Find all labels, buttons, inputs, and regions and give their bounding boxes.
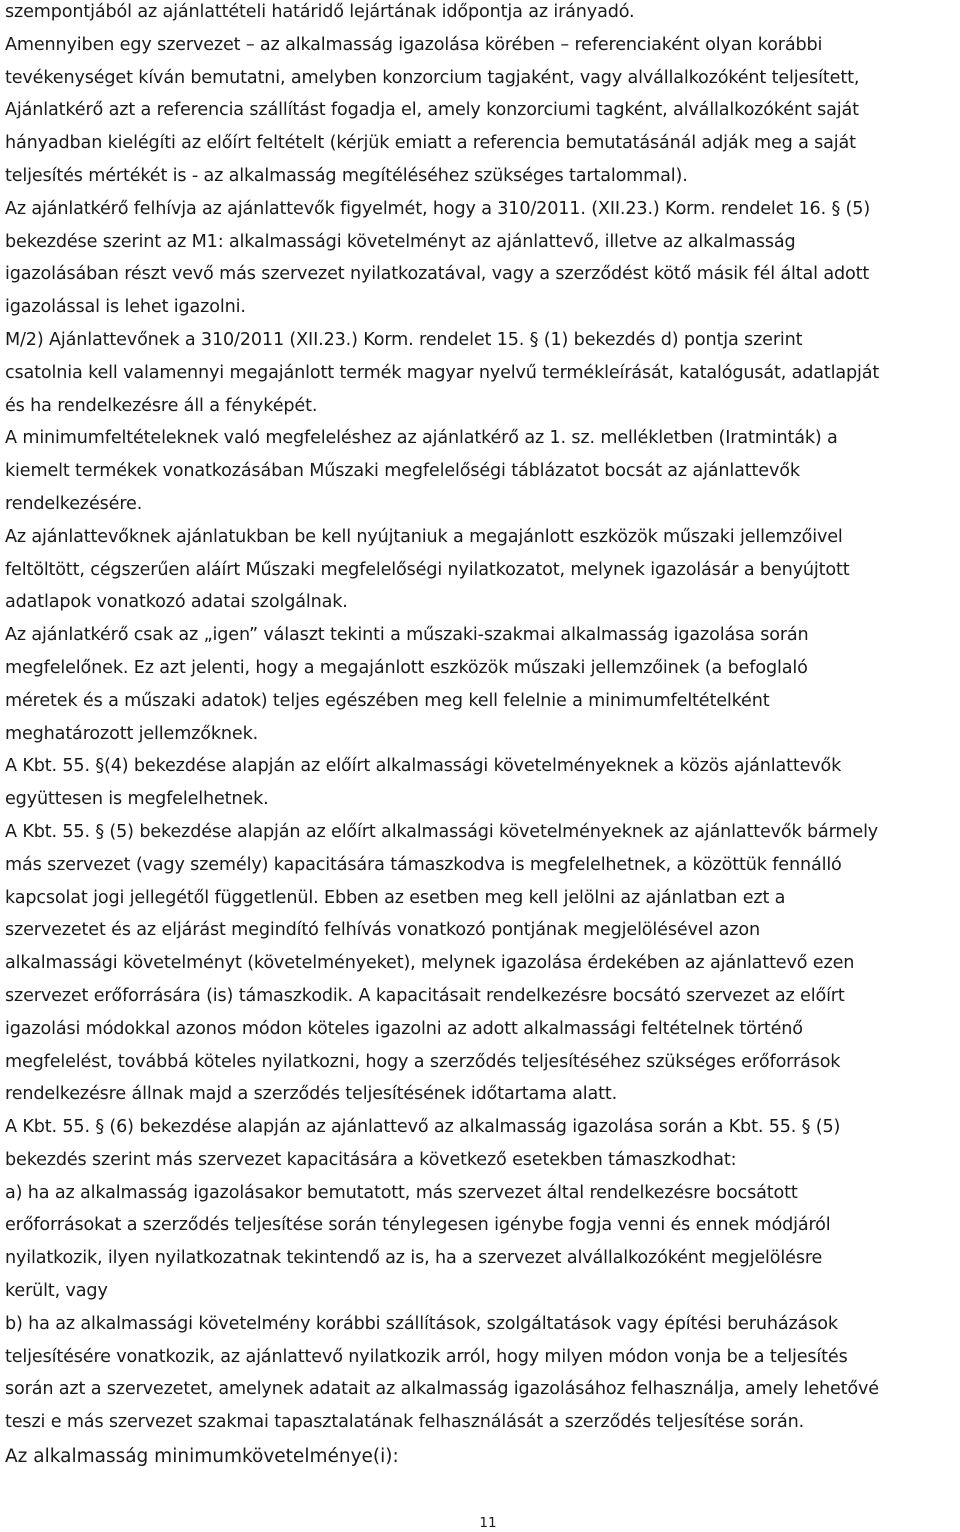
text-line: erőforrásokat a szerződés teljesítése során ténylegesen igénybe fogja venni és ennek módjáról [5, 1215, 831, 1236]
text-line: más szervezet (vagy személy) kapacitására támaszkodva is megfelelhetnek, a közöttük fennálló [5, 854, 842, 875]
text-line: teljesítés mértékét is - az alkalmasság megítéléséhez szükséges tartalommal). [5, 165, 688, 186]
text-line: A Kbt. 55. § (6) bekezdése alapján az ajánlattevő az alkalmasság igazolása során a Kbt. 55. § (5) [5, 1117, 841, 1138]
text-line: nyilatkozik, ilyen nyilatkozatnak tekintendő az is, ha a szervezet alvállalkozóként megjelölésre [5, 1248, 823, 1269]
text-line: szempontjából az ajánlattételi határidő lejártának időpontja az irányadó. [5, 2, 635, 22]
text-line: kapcsolat jogi jellegétől függetlenül. Ebben az esetben meg kell jelölni az ajánlatban ezt a [5, 887, 786, 908]
text-line: feltöltött, cégszerűen aláírt Műszaki megfelelőségi nyilatkozatot, melynek igazolásár a benyújtott [5, 559, 850, 580]
document-body [5, 0, 957, 1439]
page-number: 11 [479, 1515, 497, 1531]
text-line: megfelelőnek. Ez azt jelenti, hogy a megajánlott eszközök műszaki jellemzőinek (a befoglaló [5, 657, 808, 678]
text-line: során azt a szervezetet, amelynek adatait az alkalmasság igazolásához felhasználja, amely lehetővé [5, 1379, 879, 1400]
text-line: M/2) Ajánlattevőnek a 310/2011 (XII.23.) Korm. rendelet 15. § (1) bekezdés d) pontja szerint [5, 329, 803, 350]
text-line: Az ajánlatkérő felhívja az ajánlattevők figyelmét, hogy a 310/2011. (XII.23.) Korm. rendelet 16. § (5) [5, 198, 871, 219]
text-line: igazolással is lehet igazolni. [5, 297, 246, 318]
text-line: szervezetet és az eljárást megindító felhívás vonatkozó pontjának megjelölésével azon [5, 920, 760, 941]
text-line: igazolásában részt vevő más szervezet nyilatkozatával, vagy a szerződést kötő másik fél által adott [5, 264, 870, 285]
text-line: rendelkezésre állnak majd a szerződés teljesítésének időtartama alatt. [5, 1084, 618, 1105]
text-line: teljesítésére vonatkozik, az ajánlattevő nyilatkozik arról, hogy milyen módon vonja be a teljesítés [5, 1346, 848, 1367]
text-line: megfelelést, továbbá köteles nyilatkozni, hogy a szerződés teljesítéséhez szükséges erőforrások [5, 1051, 841, 1072]
text-line: A minimumfeltételeknek való megfeleléshez az ajánlatkérő az 1. sz. mellékletben (Iratminták) a [5, 428, 838, 449]
text-line: méretek és a műszaki adatok) teljes egészében meg kell felelnie a minimumfeltételként [5, 690, 770, 711]
text-line: adatlapok vonatkozó adatai szolgálnak. [5, 592, 348, 613]
text-line: tevékenységet kíván bemutatni, amelyben konzorcium tagjaként, vagy alvállalkozóként teljesített, [5, 67, 860, 88]
text-line: teszi e más szervezet szakmai tapasztalatának felhasználását a szerződés teljesítése során. [5, 1412, 805, 1433]
text-line: került, vagy [5, 1281, 108, 1302]
text-line: alkalmassági követelményt (követelményeket), melynek igazolása érdekében az ajánlattevő ezen [5, 953, 855, 974]
text-line: a) ha az alkalmasság igazolásakor bemutatott, más szervezet által rendelkezésre bocsátott [5, 1182, 798, 1203]
text-line: b) ha az alkalmassági követelmény korábbi szállítások, szolgáltatások vagy építési beruházások [5, 1313, 838, 1334]
text-line: szervezet erőforrására (is) támaszkodik. A kapacitásait rendelkezésre bocsátó szervezet az előírt [5, 985, 845, 1006]
text-line: A Kbt. 55. §(4) bekezdése alapján az előírt alkalmassági követelményeknek a közös ajánlattevők [5, 756, 842, 777]
text-line: együttesen is megfelelhetnek. [5, 789, 269, 810]
text-line: csatolnia kell valamennyi megajánlott termék magyar nyelvű termékleírását, katalógusát, adatlapját [5, 362, 880, 383]
text-line: rendelkezésére. [5, 493, 143, 514]
text-line: Az ajánlatkérő csak az „igen” választ tekinti a műszaki-szakmai alkalmasság igazolása során [5, 625, 809, 646]
text-line: és ha rendelkezésre áll a fényképét. [5, 395, 318, 416]
text-line: kiemelt termékek vonatkozásában Műszaki megfelelőségi táblázatot bocsát az ajánlattevők [5, 461, 800, 482]
section-heading: Az alkalmasság minimumkövetelménye(i): [5, 1446, 399, 1467]
text-line: Az ajánlattevőknek ajánlatukban be kell nyújtaniuk a megajánlott eszközök műszaki jellemzőivel [5, 526, 843, 547]
text-line: meghatározott jellemzőknek. [5, 723, 259, 744]
text-line: igazolási módokkal azonos módon köteles igazolni az adott alkalmassági feltételnek történő [5, 1018, 803, 1039]
text-line: A Kbt. 55. § (5) bekezdése alapján az előírt alkalmassági követelményeknek az ajánlattevők bármely [5, 821, 879, 842]
text-line: bekezdés szerint más szervezet kapacitására a következő esetekben támaszkodhat: [5, 1149, 737, 1170]
text-line: hányadban kielégíti az előírt feltételt (kérjük emiatt a referencia bemutatásánál adják meg a saját [5, 133, 856, 154]
text-line: Ajánlatkérő azt a referencia szállítást fogadja el, amely konzorciumi tagként, alvállalkozóként saját [5, 100, 859, 121]
text-line: Amennyiben egy szervezet – az alkalmasság igazolása körében – referenciaként olyan korábbi [5, 34, 823, 55]
text-line: bekezdése szerint az M1: alkalmassági követelményt az ajánlattevő, illetve az alkalmasság [5, 231, 796, 252]
